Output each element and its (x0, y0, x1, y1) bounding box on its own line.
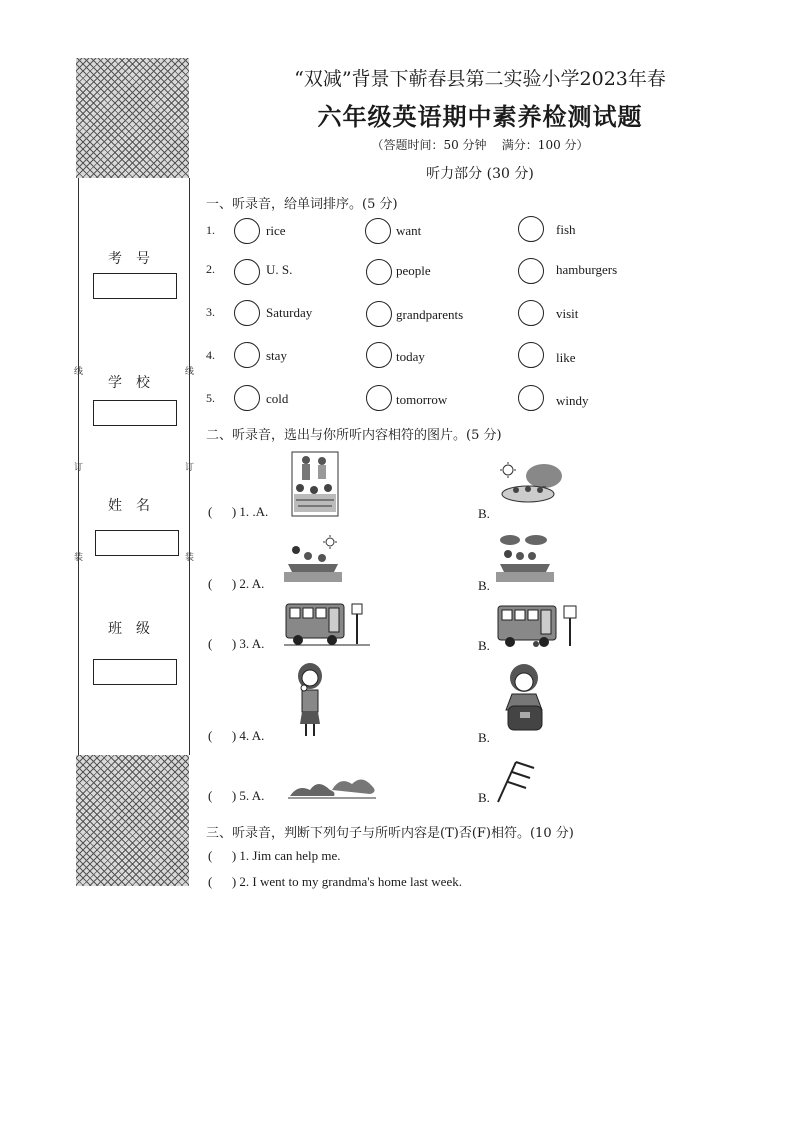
seal-mark-line-right: 线 (185, 367, 195, 377)
bus-stop-a-image[interactable] (284, 600, 374, 648)
class-label: 班级 (108, 621, 164, 637)
row-number: 5. (206, 391, 215, 405)
answer-circle[interactable] (366, 385, 392, 411)
page-title: 六年级英语期中素养检测试题 (317, 103, 643, 131)
option-b-label: B. (478, 638, 490, 653)
section1-heading: 一、听录音，给单词排序。(5 分) (206, 197, 398, 212)
school-field[interactable] (93, 400, 177, 426)
word: U. S. (266, 262, 293, 277)
exam-info: （答题时间：50 分钟 满分：100 分） (371, 138, 589, 152)
school-label: 学校 (108, 375, 164, 391)
answer-circle[interactable] (518, 385, 544, 411)
word: stay (266, 348, 287, 363)
word: grandparents (396, 307, 464, 322)
option-b-label: B. (478, 730, 490, 745)
section2-heading: 二、听录音，选出与你所听内容相符的图片。(5 分) (206, 428, 502, 443)
exam-number-field[interactable] (93, 273, 177, 299)
girl-eating-image[interactable] (292, 662, 328, 742)
name-label: 姓名 (108, 498, 164, 514)
answer-circle[interactable] (366, 301, 392, 327)
clouds-image[interactable] (286, 770, 378, 802)
word: hamburgers (556, 262, 618, 277)
word: today (396, 349, 425, 364)
answer-circle[interactable] (234, 218, 260, 244)
word: tomorrow (396, 392, 448, 407)
word: cold (266, 391, 289, 406)
seal-mark-pack-right: 装 (185, 553, 195, 563)
seal-mark-bind-left: 订 (74, 463, 84, 473)
seal-mark-pack-left: 装 (74, 553, 84, 563)
option-b-label: B. (478, 578, 490, 593)
picnic-scene-image[interactable] (498, 462, 564, 504)
answer-circle[interactable] (234, 342, 260, 368)
judgement-item: ( ) 1. Jim can help me. (208, 848, 341, 863)
answer-circle[interactable] (518, 216, 544, 242)
class-field[interactable] (93, 659, 177, 685)
word: windy (556, 393, 589, 408)
binding-hatch-bottom (76, 755, 189, 886)
row-number: 2. (206, 262, 215, 276)
answer-circle[interactable] (366, 259, 392, 285)
option-b-label: B. (478, 506, 490, 521)
sunny-boat-image[interactable] (284, 534, 342, 586)
answer-circle[interactable] (365, 218, 391, 244)
question-label: ( ) 3. A. (208, 636, 265, 651)
binding-hatch-top (76, 58, 189, 178)
judgement-item: ( ) 2. I went to my grandma's home last week. (208, 874, 462, 889)
name-field[interactable] (95, 530, 179, 556)
question-label: ( ) 5. A. (208, 788, 265, 803)
word: people (396, 263, 431, 278)
answer-circle[interactable] (234, 259, 260, 285)
seal-mark-bind-right: 订 (185, 463, 195, 473)
answer-circle[interactable] (518, 300, 544, 326)
word: rice (266, 223, 286, 238)
part-title: 听力部分 (30 分) (426, 166, 534, 182)
classroom-scene-image[interactable] (290, 450, 340, 518)
row-number: 1. (206, 223, 215, 237)
girl-with-bag-image[interactable] (496, 662, 554, 734)
answer-circle[interactable] (518, 342, 544, 368)
answer-circle[interactable] (518, 258, 544, 284)
question-label: ( ) 2. A. (208, 576, 265, 591)
bus-stop-b-image[interactable] (496, 602, 582, 652)
answer-circle[interactable] (234, 300, 260, 326)
cloudy-boat-image[interactable] (496, 532, 554, 586)
word: want (396, 223, 422, 238)
section3-heading: 三、听录音，判断下列句子与所听内容是(T)否(F)相符。(10 分) (206, 826, 574, 841)
word: Saturday (266, 305, 313, 320)
exam-number-label: 考号 (108, 251, 164, 267)
answer-circle[interactable] (234, 385, 260, 411)
word: visit (556, 306, 579, 321)
flag-image[interactable] (494, 758, 540, 804)
option-b-label: B. (478, 790, 490, 805)
word: like (556, 350, 576, 365)
row-number: 4. (206, 348, 215, 362)
question-label: ( ) 1. .A. (208, 504, 269, 519)
answer-circle[interactable] (366, 342, 392, 368)
supplementary-title: “双减”背景下蕲春县第二实验小学2023年春 (294, 68, 666, 90)
seal-mark-line-left: 线 (74, 367, 84, 377)
question-label: ( ) 4. A. (208, 728, 265, 743)
row-number: 3. (206, 305, 215, 319)
word: fish (556, 222, 576, 237)
